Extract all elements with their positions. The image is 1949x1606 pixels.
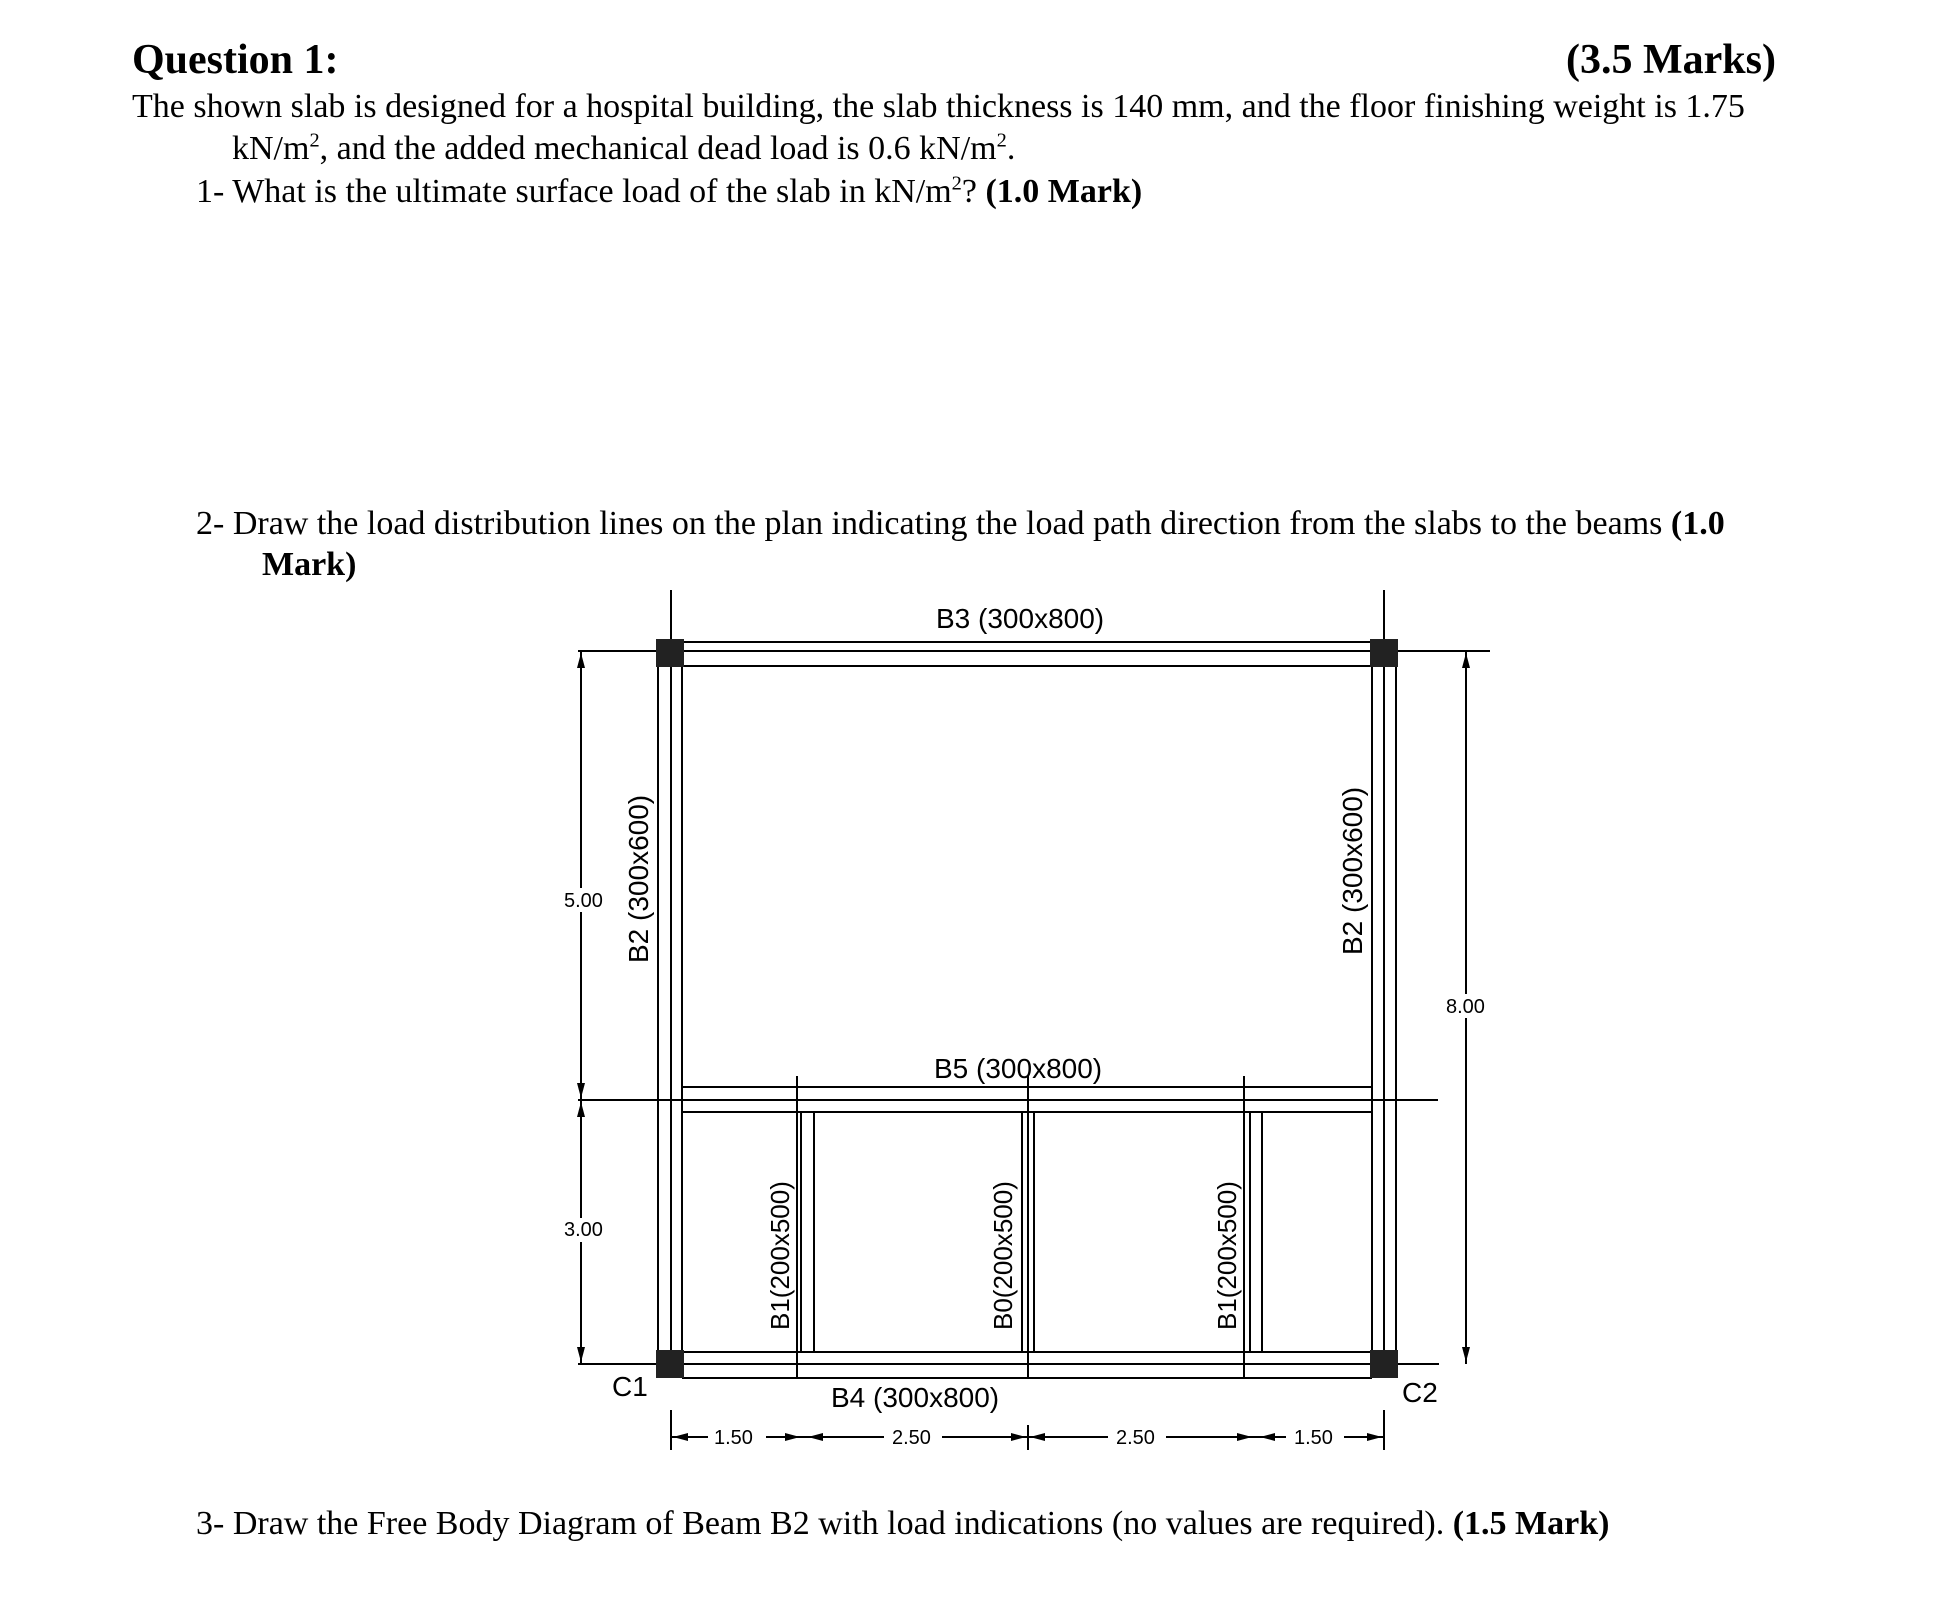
dim-bottom-2: 2.50 [892, 1427, 931, 1449]
arrow-bottom-start [673, 1433, 688, 1441]
dimension-arrows [577, 653, 1470, 1441]
dim-right-total: 8.00 [1446, 996, 1485, 1018]
intro-text-b: , and the added mechanical dead load is 0.6 kN/m [319, 130, 997, 167]
label-beam-b2-right: B2 (300x600) [1337, 786, 1368, 955]
dimension-label-masks [562, 888, 1489, 1451]
question-marks: (3.5 Marks) [1566, 37, 1776, 83]
arrow-bottom-f [1260, 1433, 1275, 1441]
part-3-text: 3- Draw the Free Body Diagram of Beam B2 with load indications (no values are required). [196, 1505, 1453, 1542]
arrow-left-bottom-down [577, 1347, 585, 1362]
arrow-right-down [1462, 1347, 1470, 1362]
column-top-right [1370, 639, 1398, 667]
arrow-bottom-b [808, 1433, 823, 1441]
label-beam-b0: B0(200x500) [988, 1181, 1018, 1330]
dim-bottom-3: 2.50 [1116, 1427, 1155, 1449]
arrow-bottom-e [1237, 1433, 1252, 1441]
arrow-bottom-a [785, 1433, 800, 1441]
plan-lines [578, 590, 1490, 1450]
part-1-sup: 2 [951, 172, 962, 195]
label-beam-b3: B3 (300x800) [936, 603, 1105, 634]
part-2-marks: (1.0 [1670, 505, 1725, 542]
label-beam-b2-left: B2 (300x600) [623, 794, 654, 963]
dim-bottom-4: 1.50 [1294, 1427, 1333, 1449]
label-beam-b1-left: B1(200x500) [765, 1181, 795, 1330]
intro-unit-a: kN/m [232, 130, 310, 167]
column-top-left [656, 639, 684, 667]
question-title: Question 1: [132, 37, 339, 83]
arrow-left-top-up [577, 653, 585, 668]
label-beam-b4: B4 (300x800) [831, 1382, 1000, 1413]
arrow-bottom-c [1011, 1433, 1026, 1441]
arrow-left-bottom-up [577, 1102, 585, 1117]
label-beam-b1-right: B1(200x500) [1212, 1181, 1242, 1330]
dim-left-bottom: 3.00 [564, 1219, 603, 1241]
part-3-marks: (1.5 Mark) [1452, 1505, 1610, 1542]
part-2-marks-b: Mark) [262, 546, 357, 583]
arrow-bottom-d [1030, 1433, 1045, 1441]
arrow-bottom-end [1367, 1433, 1382, 1441]
label-column-c2: C2 [1402, 1377, 1438, 1408]
column-c1 [656, 1350, 684, 1378]
arrow-right-up [1462, 653, 1470, 668]
part-1-marks: (1.0 Mark) [985, 173, 1143, 210]
intro-line-1: The shown slab is designed for a hospital building, the slab thickness is 140 mm, and the floor finishing weight is 1.75 [132, 88, 1745, 125]
label-column-c1: C1 [612, 1371, 648, 1402]
dim-left-top: 5.00 [564, 890, 603, 912]
part-1-text: 1- What is the ultimate surface load of the slab in kN/m [196, 173, 952, 210]
dim-bottom-1: 1.50 [714, 1427, 753, 1449]
intro-text-c: . [1006, 130, 1016, 167]
arrow-left-top-down [577, 1083, 585, 1098]
column-c2 [1370, 1350, 1398, 1378]
intro-sup-1: 2 [309, 129, 320, 152]
part-1-text-b: ? [961, 173, 986, 210]
intro-sup-2: 2 [996, 129, 1007, 152]
part-2-text: 2- Draw the load distribution lines on the plan indicating the load path direction from the slabs to the beams [196, 505, 1671, 542]
label-beam-b5: B5 (300x800) [934, 1053, 1103, 1084]
